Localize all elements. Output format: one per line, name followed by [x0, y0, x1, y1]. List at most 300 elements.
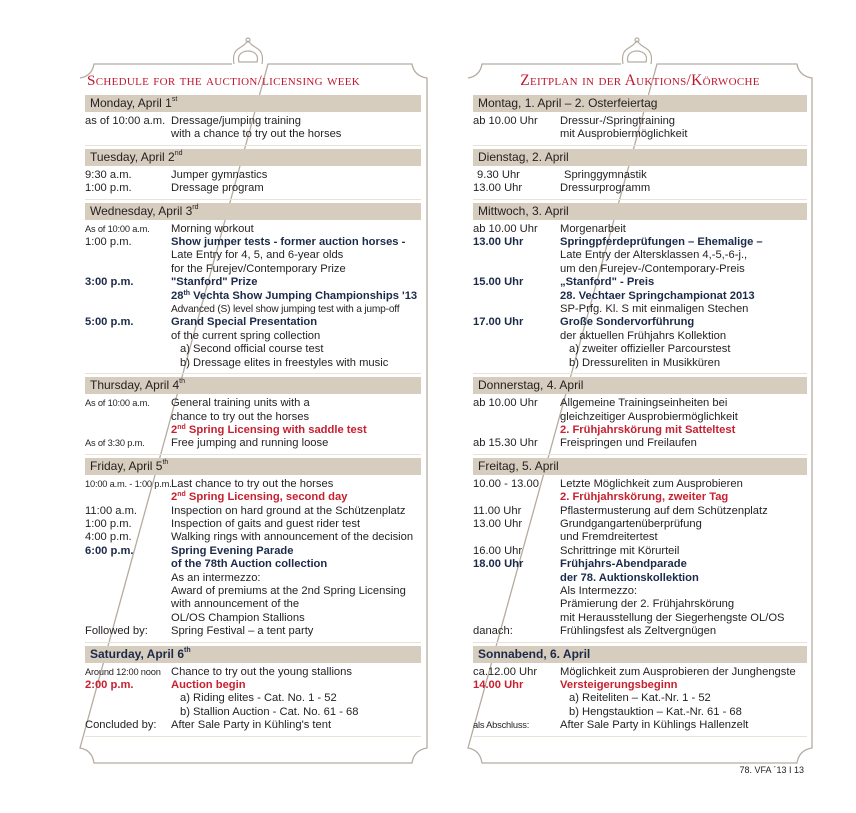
day-events: [473, 394, 807, 455]
event-text: Pflastermusterung auf dem Schützenplatz: [560, 504, 768, 517]
ordinal-number: 28: [171, 289, 184, 302]
event-time-spacer: [85, 343, 171, 356]
event-time: 11.00 Uhr: [473, 504, 522, 517]
event-description: [560, 411, 807, 424]
event-line: [473, 437, 807, 450]
event-time-spacer: [473, 706, 560, 719]
event-text: b) Dressage elites in freestyles with music: [180, 356, 389, 369]
day-header: [85, 203, 421, 220]
event-description: [171, 397, 421, 410]
day-section: [85, 458, 421, 643]
day-events: [473, 663, 807, 737]
event-time: ca.12.00 Uhr: [473, 665, 538, 678]
day-header: [473, 95, 807, 112]
day-ordinal: st: [171, 96, 178, 103]
event-text: Late Entry der Altersklassen 4,-5,-6-j.,: [560, 249, 748, 262]
day-ordinal: rd: [192, 203, 199, 211]
event-time-spacer: [473, 357, 560, 370]
event-line: [473, 518, 807, 531]
event-text: Walking rings with announcement of the decision: [171, 531, 414, 544]
day-section: [473, 458, 807, 643]
event-line: [85, 585, 421, 598]
event-line: [473, 343, 807, 356]
event-time-spacer: [473, 424, 560, 437]
event-time: 1:00 p.m.: [85, 517, 132, 530]
event-text: Freispringen und Freilaufen: [560, 437, 697, 450]
event-description: [171, 411, 421, 424]
event-time: 18.00 Uhr: [473, 558, 524, 571]
event-description: [560, 290, 807, 303]
event-description: [171, 357, 421, 370]
day-label: Tuesday, April 2: [90, 149, 175, 164]
english-schedule-panel: [85, 70, 421, 737]
event-description: [560, 263, 807, 276]
event-line: [473, 169, 807, 182]
event-description: [560, 249, 807, 262]
event-description: [560, 491, 807, 504]
event-text: Frühjahrs-Abendparade: [560, 558, 687, 571]
event-line: [473, 316, 807, 329]
event-time-spacer: [473, 343, 560, 356]
event-line: [473, 666, 807, 679]
event-time: als Abschluss:: [473, 720, 530, 731]
event-time: Around 12:00 noon: [85, 666, 161, 677]
event-time: ab 10.00 Uhr: [473, 115, 538, 127]
event-line: [473, 330, 807, 343]
event-description: [171, 249, 421, 262]
event-time: as of 10:00 a.m.: [85, 115, 166, 127]
event-line: [85, 290, 421, 303]
event-description: [560, 316, 807, 329]
day-section: [85, 377, 421, 455]
day-ordinal: th: [179, 378, 185, 386]
event-text: um den Furejev-/Contemporary-Preis: [560, 262, 745, 275]
event-time: 13.00 Uhr: [473, 182, 523, 195]
event-description: [171, 612, 421, 625]
event-line: [85, 572, 421, 585]
event-line: [85, 316, 421, 329]
event-text: mit Ausprobiermöglichkeit: [560, 128, 688, 141]
event-description: [171, 343, 421, 356]
event-line: [473, 411, 807, 424]
event-line: [85, 692, 421, 705]
event-text: Allgemeine Trainingseinheiten bei: [560, 397, 728, 410]
day-ordinal: th: [184, 646, 191, 654]
event-line: [473, 249, 807, 262]
event-text: Prämierung der 2. Frühjahrskörung: [560, 598, 735, 611]
event-description: [171, 263, 421, 276]
day-events: [85, 663, 421, 737]
event-text: Advanced (S) level show jumping test with a jump-off: [171, 304, 400, 316]
event-text: with a chance to try out the horses: [171, 128, 342, 141]
event-line: [473, 679, 807, 692]
event-line: [85, 531, 421, 544]
event-description: [171, 128, 421, 141]
event-description: [560, 478, 807, 491]
event-text: a) zweiter offizieller Parcourstest: [569, 343, 731, 356]
event-description: [560, 424, 807, 437]
event-description: [560, 706, 807, 719]
event-time-spacer: [473, 598, 560, 611]
event-text: Dressur-/Springtraining: [560, 115, 676, 127]
event-description: [171, 478, 421, 491]
day-header: [473, 377, 807, 394]
event-line: [473, 545, 807, 558]
event-time-spacer: [473, 585, 560, 598]
event-description: [171, 424, 421, 437]
day-events: [473, 112, 807, 146]
day-events: [473, 475, 807, 643]
event-description: [560, 115, 807, 128]
event-text: Show jumper tests - former auction horses -: [171, 236, 406, 249]
day-events: [85, 112, 421, 146]
event-text: a) Riding elites - Cat. No. 1 - 52: [180, 692, 337, 705]
event-time: 9.30 Uhr: [477, 168, 520, 181]
event-time-spacer: [85, 558, 171, 571]
day-events: [85, 166, 421, 200]
event-time: 13.00 Uhr: [473, 236, 524, 249]
event-text: Auction begin: [171, 679, 246, 691]
event-time-spacer: [85, 330, 171, 343]
event-description: [560, 303, 807, 316]
day-label: Sonnabend, 6. April: [478, 646, 591, 661]
event-line: [473, 357, 807, 370]
event-time: 9:30 a.m.: [85, 168, 132, 181]
event-time: 10.00 - 13.00: [473, 477, 539, 490]
day-header: [85, 646, 421, 663]
event-description: [564, 169, 807, 182]
event-line: [85, 357, 421, 370]
event-line: [85, 625, 421, 638]
event-description: [171, 182, 421, 195]
event-text: b) Dressureliten in Musikküren: [569, 356, 721, 369]
event-time-spacer: [85, 692, 171, 705]
event-time: 17.00 Uhr: [473, 316, 524, 329]
event-time-spacer: [473, 692, 560, 705]
event-time-spacer: [473, 263, 560, 276]
event-description: [560, 572, 807, 585]
event-description: [171, 115, 421, 128]
day-label: Montag, 1. April – 2. Osterfeiertag: [478, 96, 658, 110]
day-header: [85, 149, 421, 166]
event-time: ab 10.00 Uhr: [473, 397, 538, 410]
ordinal-suffix: th: [183, 289, 191, 297]
event-line: [473, 612, 807, 625]
event-time-spacer: [85, 263, 171, 276]
event-text: Spring Licensing with saddle test: [188, 423, 367, 436]
event-line: [85, 397, 421, 410]
event-description: [560, 236, 807, 249]
day-section: [473, 203, 807, 374]
event-text: 28. Vechtaer Springchampionat 2013: [560, 289, 755, 302]
event-line: [85, 437, 421, 450]
day-label: Friday, April 5: [90, 458, 163, 473]
event-text: "Stanford" Prize: [171, 276, 258, 289]
event-line: [473, 558, 807, 571]
event-line: [85, 343, 421, 356]
event-text: Morgenarbeit: [560, 222, 626, 235]
event-description: [560, 545, 807, 558]
event-line: [85, 249, 421, 262]
event-text: Dressage program: [171, 182, 264, 195]
event-line: [473, 290, 807, 303]
day-events: [85, 475, 421, 643]
event-line: [473, 236, 807, 249]
event-time: 16.00 Uhr: [473, 544, 523, 557]
event-text: mit Herausstellung der Siegerhengste OL/OS: [560, 611, 785, 624]
event-line: [85, 330, 421, 343]
event-description: [171, 303, 421, 316]
event-description: [171, 572, 421, 585]
event-line: [85, 276, 421, 289]
event-line: [85, 491, 421, 504]
event-text: Versteigerungsbeginn: [560, 679, 678, 691]
event-time-spacer: [85, 585, 171, 598]
event-time-spacer: [473, 531, 560, 544]
event-text: for the Furejev/Contemporary Prize: [171, 262, 346, 275]
event-line: [85, 545, 421, 558]
event-text: und Fremdreitertest: [560, 531, 658, 544]
event-description: [560, 558, 807, 571]
event-description: [560, 330, 807, 343]
event-time: ab 15.30 Uhr: [473, 437, 538, 450]
german-schedule-panel: [473, 70, 807, 737]
event-description: [560, 666, 807, 679]
event-line: [85, 505, 421, 518]
event-text: gleichzeitiger Ausprobiermöglichkeit: [560, 410, 738, 423]
day-header: [85, 458, 421, 475]
event-line: [85, 518, 421, 531]
event-line: [473, 692, 807, 705]
event-line: [85, 115, 421, 128]
event-text: After Sale Party in Kühlings Hallenzelt: [560, 719, 749, 732]
day-label: Thursday, April 4: [90, 378, 180, 393]
event-time-spacer: [85, 491, 171, 504]
day-header: [473, 458, 807, 475]
event-description: [171, 625, 421, 638]
event-description: [560, 679, 807, 692]
event-time-spacer: [473, 491, 560, 504]
event-line: [473, 572, 807, 585]
event-text: Free jumping and running loose: [171, 437, 329, 450]
event-description: [171, 316, 421, 329]
event-text: SP-Prfg. Kl. S mit einmaligen Stechen: [560, 303, 749, 316]
event-description: [560, 692, 807, 705]
event-line: [473, 625, 807, 638]
event-time-spacer: [473, 249, 560, 262]
event-text: b) Hengstauktion – Kat.-Nr. 61 - 68: [569, 705, 742, 718]
event-description: [560, 719, 807, 732]
event-time: 1:00 p.m.: [85, 182, 132, 195]
event-time-spacer: [85, 357, 171, 370]
event-description: [171, 437, 421, 450]
event-line: [85, 236, 421, 249]
event-text: der 78. Auktionskollektion: [560, 571, 699, 584]
event-time: danach:: [473, 625, 513, 638]
event-text: Springpferdeprüfungen – Ehemalige –: [560, 236, 763, 249]
event-text: chance to try out the horses: [171, 410, 310, 423]
event-text: Inspection of gaits and guest rider test: [171, 517, 361, 530]
event-description: [171, 666, 421, 679]
event-text: Spring Festival – a tent party: [171, 625, 314, 638]
event-time: 15.00 Uhr: [473, 276, 524, 289]
event-text: Spring Licensing, second day: [188, 491, 348, 504]
event-text: Schrittringe mit Körurteil: [560, 544, 680, 557]
event-description: [560, 585, 807, 598]
event-description: [171, 518, 421, 531]
event-description: [560, 343, 807, 356]
event-text: Als Intermezzo:: [560, 584, 638, 597]
event-time: As of 3:30 p.m.: [85, 438, 145, 449]
event-text: General training units with a: [171, 397, 310, 410]
event-description: [560, 437, 807, 450]
day-section: [85, 95, 421, 146]
day-events: [473, 220, 807, 374]
event-text: Award of premiums at the 2nd Spring Licensing: [171, 584, 406, 597]
day-section: [473, 149, 807, 200]
day-events: [85, 394, 421, 455]
event-line: [473, 303, 807, 316]
event-description: [171, 223, 421, 236]
event-description: [560, 223, 807, 236]
event-text: OL/OS Champion Stallions: [171, 611, 305, 624]
event-text: Inspection on hard ground at the Schützenplatz: [171, 504, 406, 517]
event-description: [171, 276, 421, 289]
event-description: [560, 598, 807, 611]
event-description: [560, 357, 807, 370]
event-description: [560, 518, 807, 531]
event-text: Grundgangartenüberprüfung: [560, 517, 702, 530]
event-description: [171, 545, 421, 558]
event-time: ab 10.00 Uhr: [473, 222, 538, 235]
day-section: [85, 646, 421, 737]
day-section: [85, 203, 421, 374]
day-events: [473, 166, 807, 200]
event-line: [473, 585, 807, 598]
event-time: 5:00 p.m.: [85, 316, 134, 329]
event-time-spacer: [473, 612, 560, 625]
event-line: [473, 505, 807, 518]
event-line: [473, 531, 807, 544]
event-text: Late Entry for 4, 5, and 6-year olds: [171, 249, 344, 262]
event-time-spacer: [85, 411, 171, 424]
event-description: [171, 236, 421, 249]
event-line: [473, 115, 807, 128]
event-description: [171, 290, 421, 303]
event-description: [560, 276, 807, 289]
event-time-spacer: [85, 249, 171, 262]
event-line: [85, 128, 421, 141]
event-line: [473, 128, 807, 141]
event-line: [85, 424, 421, 437]
event-description: [171, 330, 421, 343]
day-section: [85, 149, 421, 200]
event-line: [85, 182, 421, 195]
event-text: Große Sondervorführung: [560, 316, 695, 329]
event-line: [473, 263, 807, 276]
event-text: Vechta Show Jumping Championships '13: [193, 289, 418, 302]
day-header: [473, 203, 807, 220]
event-description: [171, 558, 421, 571]
event-text: Spring Evening Parade: [171, 544, 294, 557]
event-line: [85, 666, 421, 679]
event-time: 10:00 a.m. - 1:00 p.m.: [85, 478, 172, 489]
event-description: [171, 531, 421, 544]
event-description: [171, 169, 421, 182]
event-text: b) Stallion Auction - Cat. No. 61 - 68: [180, 705, 359, 718]
event-text: Letzte Möglichkeit zum Ausprobieren: [560, 477, 743, 490]
event-time: As of 10:00 a.m.: [85, 398, 150, 409]
event-description: [171, 692, 421, 705]
event-line: [473, 719, 807, 732]
event-text: a) Second official course test: [180, 343, 324, 356]
day-header: [85, 377, 421, 394]
event-text: with announcement of the: [171, 598, 300, 611]
german-days-list: [473, 95, 807, 737]
event-line: [85, 478, 421, 491]
day-label: Saturday, April 6: [90, 646, 185, 661]
event-text: a) Reiteliten – Kat.-Nr. 1 - 52: [569, 692, 711, 705]
event-text: Jumper gymnastics: [171, 168, 268, 181]
event-description: [171, 598, 421, 611]
event-description: [560, 128, 807, 141]
event-time-spacer: [473, 303, 560, 316]
event-time: 3:00 p.m.: [85, 276, 134, 289]
event-text: After Sale Party in Kühling's tent: [171, 719, 332, 732]
event-time-spacer: [85, 128, 171, 141]
event-text: Springgymnastik: [564, 168, 647, 181]
event-line: [473, 478, 807, 491]
event-text: Morning workout: [171, 222, 254, 235]
event-line: [85, 263, 421, 276]
ordinal-suffix: nd: [177, 491, 186, 499]
event-line: [85, 706, 421, 719]
event-description: [171, 706, 421, 719]
event-time-spacer: [473, 572, 560, 585]
event-line: [473, 598, 807, 611]
event-time: 14.00 Uhr: [473, 679, 524, 691]
event-time-spacer: [473, 330, 560, 343]
ordinal-suffix: nd: [177, 423, 186, 431]
day-header: [85, 95, 421, 112]
english-schedule-title: Schedule for the auction/licensing week: [87, 72, 360, 89]
day-label: Wednesday, April 3: [90, 203, 193, 218]
event-text: der aktuellen Frühjahrs Kollektion: [560, 329, 727, 342]
event-time-spacer: [85, 572, 171, 585]
day-events: [85, 220, 421, 374]
event-description: [560, 612, 807, 625]
event-text: Grand Special Presentation: [171, 316, 318, 329]
event-time: 4:00 p.m.: [85, 531, 132, 544]
event-line: [473, 276, 807, 289]
day-header: [473, 149, 807, 166]
ordinal-number: 2: [171, 491, 178, 504]
event-line: [85, 612, 421, 625]
event-line: [473, 397, 807, 410]
event-text: Möglichkeit zum Ausprobieren der Junghengste: [560, 665, 796, 678]
event-description: [560, 531, 807, 544]
event-time-spacer: [85, 424, 171, 437]
event-text: Chance to try out the young stallions: [171, 665, 352, 678]
event-time: 13.00 Uhr: [473, 517, 523, 530]
event-description: [560, 505, 807, 518]
event-time: As of 10:00 a.m.: [85, 223, 150, 234]
day-section: [473, 377, 807, 455]
event-line: [473, 223, 807, 236]
right-crown-icon: [623, 38, 652, 64]
event-line: [473, 424, 807, 437]
day-ordinal: th: [162, 458, 169, 466]
